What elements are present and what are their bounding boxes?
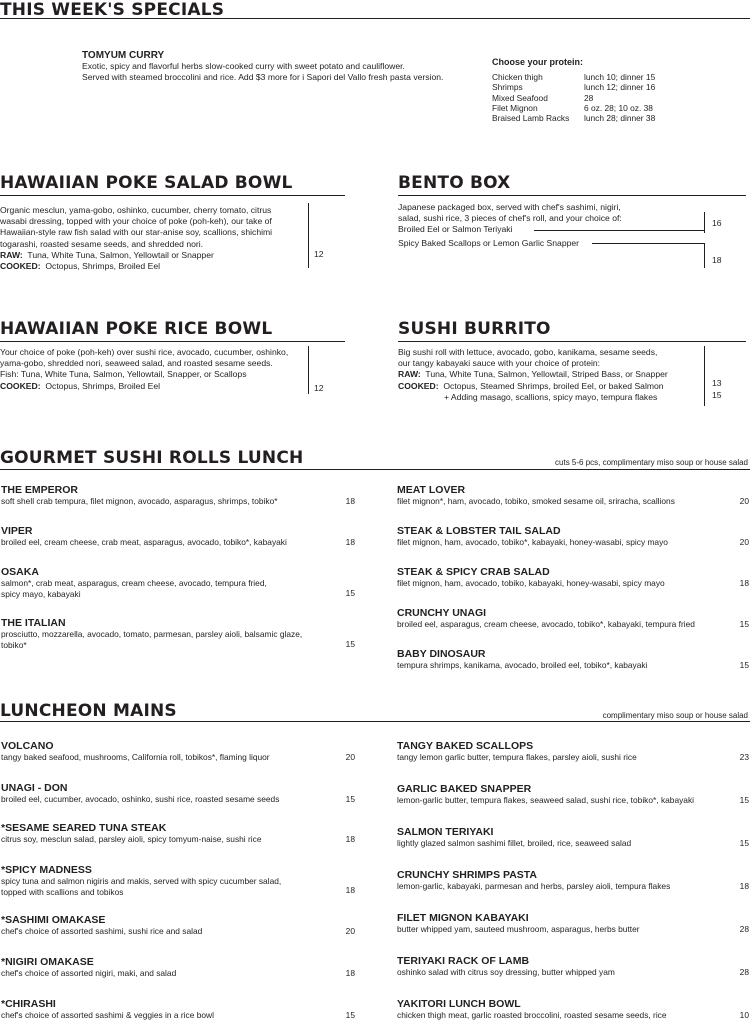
burrito-line: our tangy kabayaki sauce with your choice of protein: [398,358,601,369]
item-name: CRUNCHY UNAGI [397,607,487,619]
item-desc: soft shell crab tempura, filet mignon, avocado, asparagus, shrimps, tobiko* [1,496,278,506]
item-desc: broiled eel, cucumber, avocado, oshinko, sushi rice, roasted sesame seeds [1,794,280,804]
burrito-price-1: 13 [712,378,722,388]
bento-heading: BENTO BOX [398,173,511,193]
mains-heading: LUNCHEON MAINS [0,701,177,721]
bento-price-1: 16 [712,218,722,228]
mains-note: complimentary miso soup or house salad [602,711,748,720]
item-desc: chef's choice of assorted sashimi, sushi rice and salad [1,926,203,936]
protein-price: lunch 28; dinner 38 [584,113,656,124]
protein-name: Chicken thigh [492,72,543,83]
item-desc: chicken thigh meat, garlic roasted broccolini, roasted sesame seeds, rice [397,1010,667,1020]
list-item [397,955,615,978]
item-name: MEAT LOVER [397,484,466,496]
item-name: BABY DINOSAUR [397,648,486,660]
special-desc-line-1: Exotic, spicy and flavorful herbs slow-cooked curry with sweet potato and cauliflower. [82,61,405,71]
item-name: TANGY BAKED SCALLOPS [397,740,534,752]
list-item [397,869,670,892]
item-price: 18 [345,496,355,506]
special-desc-line-2: Served with steamed broccolini and rice. Add $3 more for i Sapori del Vallo fresh pasta version. [82,72,444,82]
cooked-text: Octopus, Steamed Shrimps, broiled Eel, or baked Salmon [443,380,664,391]
list-item [1,740,270,763]
bento-desc [398,202,622,249]
bento-divider-1 [704,212,705,233]
rice-bowl-line: Your choice of poke (poh-keh) over sushi rice, avocado, cucumber, oshinko, [0,347,289,357]
bento-leader-1 [534,230,704,231]
list-item [1,998,214,1021]
raw-label: RAW: [0,249,23,260]
list-item [1,956,176,979]
rice-bowl-line: Fish: Tuna, White Tuna, Salmon, Yellowtail, Snapper, or Scallops [0,369,247,380]
item-price: 18 [739,578,749,588]
protein-row [492,113,655,123]
salad-bowl-raw [0,250,272,261]
list-item [397,783,694,806]
list-item [1,914,202,937]
cooked-label: COOKED: [0,380,41,391]
item-desc: tobiko* [1,639,27,650]
item-price: 15 [739,619,749,629]
item-price: 28 [739,924,749,934]
item-desc: tempura shrimps, kanikama, avocado, broiled eel, tobiko*, kabayaki [397,660,648,670]
burrito-divider [704,346,705,406]
protein-row [492,82,655,92]
item-name: VIPER [1,525,33,537]
burrito-adding: + Adding masago, scallions, spicy mayo, tempura flakes [444,391,658,402]
item-desc: lightly glazed salmon sashimi fillet, broiled, rice, seaweed salad [397,838,632,848]
item-name: *SPICY MADNESS [1,864,92,876]
rolls-rule [0,469,750,470]
bento-price-2: 18 [712,255,722,265]
salad-bowl-line: wasabi dressing, topped with your choice of poke (poh-keh), our take of [0,216,272,227]
cooked-label: COOKED: [0,261,41,272]
item-desc: filet mignon, ham, avocado, tobiko*, kabayaki, honey-wasabi, spicy mayo [397,537,668,547]
salad-bowl-desc [0,205,272,272]
list-item [1,864,281,897]
salad-bowl-line: Hawaiian-style raw fish salad with our star-anise soy, scallions, shichimi [0,227,273,238]
rice-bowl-cooked [0,381,288,392]
item-desc: lemon-garlic butter, tempura flakes, seaweed salad, sushi rice, tobiko*, kabayaki [397,795,694,805]
burrito-rule [398,341,746,342]
burrito-cooked [398,381,668,392]
salad-bowl-cooked [0,261,272,272]
protein-price: lunch 12; dinner 16 [584,82,656,93]
rice-bowl-line: yama-gobo, shredded nori, seaweed salad, and roasted sesame seeds. [0,358,273,369]
bento-line: Japanese packaged box, served with chef's sashimi, nigiri, [398,202,621,212]
protein-price: 28 [584,92,594,103]
item-name: TERIYAKI RACK OF LAMB [397,955,530,967]
item-name: VOLCANO [1,740,54,752]
item-name: SALMON TERIYAKI [397,826,494,838]
burrito-price-2: 15 [712,390,722,400]
mains-rule [0,721,750,722]
list-item [1,484,278,507]
item-desc: salmon*, crab meat, asparagus, cream cheese, avocado, tempura fried, [1,578,267,588]
item-desc: chef's choice of assorted sashimi & veggies in a rice bowl [1,1010,214,1020]
protein-price: 6 oz. 28; 10 oz. 38 [584,102,653,113]
list-item [397,826,631,849]
raw-text: Tuna, White Tuna, Salmon, Yellowtail, Striped Bass, or Snapper [425,369,668,380]
salad-bowl-line: togarashi, roasted sesame seeds, and shredded nori. [0,238,204,249]
protein-name: Filet Mignon [492,102,538,113]
specials-rule [0,18,750,19]
protein-name: Mixed Seafood [492,92,548,103]
rice-bowl-desc [0,347,288,392]
cooked-text: Octopus, Shrimps, Broiled Eel [45,261,161,272]
protein-title: Choose your protein: [492,57,584,67]
item-desc: broiled eel, cream cheese, crab meat, asparagus, avocado, tobiko*, kabayaki [1,537,287,547]
burrito-heading: SUSHI BURRITO [398,319,551,339]
burrito-raw [398,369,668,380]
rice-bowl-heading: HAWAIIAN POKE RICE BOWL [0,319,273,339]
raw-label: RAW: [398,369,421,380]
item-price: 15 [345,588,355,598]
rice-bowl-divider [308,346,309,394]
item-desc: filet mignon, ham, avocado, tobiko, kabayaki, honey-wasabi, spicy mayo [397,578,665,588]
item-price: 15 [739,660,749,670]
bento-option-2: Spicy Baked Scallops or Lemon Garlic Snapper [398,237,580,248]
item-price: 23 [739,752,749,762]
list-item [397,648,647,671]
item-name: *CHIRASHI [1,998,56,1010]
list-item [397,484,675,507]
item-name: UNAGI - DON [1,782,68,794]
list-item [397,525,668,548]
salad-bowl-divider [308,203,309,268]
bento-divider-2 [704,243,705,268]
item-desc: spicy mayo, kabayaki [1,588,81,599]
item-price: 18 [345,834,355,844]
list-item [397,607,695,630]
item-name: YAKITORI LUNCH BOWL [397,998,521,1010]
item-price: 18 [345,537,355,547]
item-desc: citrus soy, mesclun salad, parsley aioli, spicy tomyum-naise, sushi rice [1,834,262,844]
item-name: OSAKA [1,566,39,578]
protein-price: lunch 10; dinner 15 [584,72,656,83]
burrito-desc [398,347,668,403]
cooked-label: COOKED: [398,380,439,391]
item-price: 15 [739,795,749,805]
item-price: 15 [345,794,355,804]
cooked-text: Octopus, Shrimps, Broiled Eel [45,380,161,391]
list-item [1,617,302,650]
rice-bowl-rule [0,341,345,342]
item-desc: topped with scallions and tobikos [1,886,124,897]
list-item [397,566,665,589]
item-desc: broiled eel, asparagus, cream cheese, avocado, tobiko*, kabayaki, tempura fried [397,619,695,629]
item-name: CRUNCHY SHRIMPS PASTA [397,869,538,881]
item-price: 20 [345,752,355,762]
salad-bowl-price: 12 [314,249,324,259]
salad-bowl-rule [0,195,345,196]
item-desc: oshinko salad with citrus soy dressing, butter whipped yam [397,967,615,977]
list-item [397,998,667,1021]
item-price: 18 [345,968,355,978]
rice-bowl-price: 12 [314,383,324,393]
item-price: 18 [739,881,749,891]
item-name: THE EMPEROR [1,484,79,496]
specials-heading: THIS WEEK'S SPECIALS [0,0,225,20]
item-name: THE ITALIAN [1,617,66,629]
special-item-name: TOMYUM CURRY [82,50,165,61]
item-price: 20 [739,537,749,547]
protein-name: Shrimps [492,82,523,93]
list-item [1,525,287,548]
item-name: STEAK & LOBSTER TAIL SALAD [397,525,561,537]
list-item [1,822,262,845]
bento-leader-2 [592,243,704,244]
item-price: 20 [345,926,355,936]
salad-bowl-heading: HAWAIIAN POKE SALAD BOWL [0,173,293,193]
item-price: 15 [345,1010,355,1020]
protein-name: Braised Lamb Racks [492,113,570,124]
list-item [1,566,267,599]
bento-rule [398,195,746,196]
list-item [397,740,637,763]
burrito-line: Big sushi roll with lettuce, avocado, gobo, kanikama, sesame seeds, [398,347,658,357]
rolls-note: cuts 5-6 pcs, complimentary miso soup or house salad [555,458,748,467]
item-price: 20 [739,496,749,506]
item-name: *NIGIRI OMAKASE [1,956,94,968]
list-item [1,782,279,805]
item-desc: prosciutto, mozzarella, avocado, tomato, parmesan, parsley aioli, balsamic glaze, [1,629,303,639]
item-desc: lemon-garlic, kabayaki, parmesan and herbs, parsley aioli, tempura flakes [397,881,671,891]
item-desc: filet mignon*, ham, avocado, tobiko, smoked sesame oil, sriracha, scallions [397,496,675,506]
rolls-heading: GOURMET SUSHI ROLLS LUNCH [0,448,304,468]
protein-row [492,72,655,82]
item-name: FILET MIGNON KABAYAKI [397,912,529,924]
bento-option-1: Broiled Eel or Salmon Teriyaki [398,224,513,235]
item-price: 10 [739,1010,749,1020]
item-price: 15 [345,639,355,649]
item-name: *SESAME SEARED TUNA STEAK [1,822,167,834]
item-price: 15 [739,838,749,848]
item-price: 28 [739,967,749,977]
item-name: *SASHIMI OMAKASE [1,914,106,926]
protein-row [492,93,655,103]
item-desc: tangy lemon garlic butter, tempura flakes, parsley aioli, sushi rice [397,752,637,762]
item-name: GARLIC BAKED SNAPPER [397,783,532,795]
protein-list [492,57,655,123]
item-desc: butter whipped yam, sauteed mushroom, asparagus, herbs butter [397,924,640,934]
item-desc: chef's choice of assorted nigiri, maki, and salad [1,968,177,978]
protein-row [492,103,655,113]
bento-line: salad, sushi rice, 3 pieces of chef's roll, and your choice of: [398,213,622,224]
raw-text: Tuna, White Tuna, Salmon, Yellowtail or Snapper [27,249,214,260]
item-desc: spicy tuna and salmon nigiris and makis, served with spicy cucumber salad, [1,876,282,886]
item-price: 18 [345,885,355,895]
item-name: STEAK & SPICY CRAB SALAD [397,566,550,578]
item-desc: tangy baked seafood, mushrooms, California roll, tobikos*, flaming liquor [1,752,270,762]
salad-bowl-line: Organic mesclun, yama-gobo, oshinko, cucumber, cherry tomato, citrus [0,205,272,215]
list-item [397,912,640,935]
